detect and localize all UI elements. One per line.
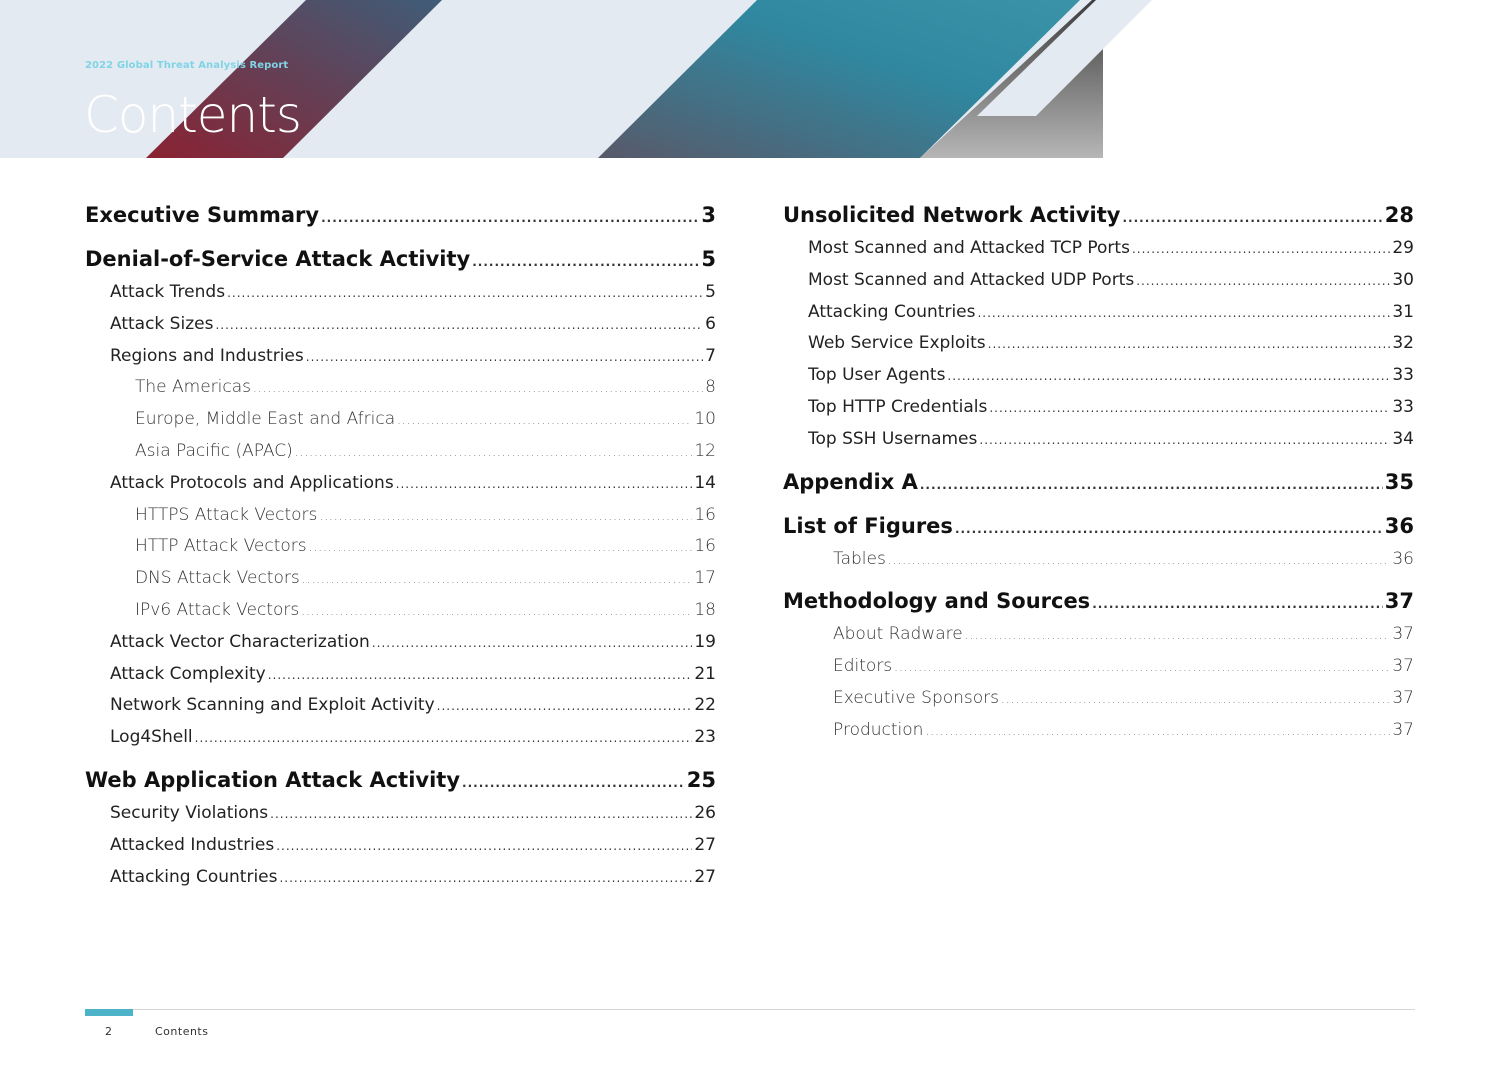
toc-entry-title: Attack Trends (110, 282, 226, 302)
toc-entry[interactable] (85, 722, 716, 754)
toc-entry[interactable] (783, 392, 1414, 424)
toc-entry-title: Web Service Exploits (808, 333, 986, 354)
toc-entry-page: 33 (1392, 396, 1414, 417)
toc-entry-title: Log4Shell (110, 727, 193, 748)
toc-entry-title: Most Scanned and Attacked UDP Ports (808, 269, 1135, 290)
toc-entry[interactable] (85, 862, 716, 894)
toc-dot-leader (472, 245, 699, 280)
toc-entry-page: 18 (694, 599, 716, 620)
toc-dot-leader (1001, 684, 1390, 716)
toc-entry-page: 37 (1392, 624, 1414, 645)
toc-entry[interactable] (85, 372, 716, 404)
toc-entry-page: 30 (1392, 269, 1414, 290)
toc-entry-title: Executive Sponsors (833, 687, 1000, 708)
toc-entry-title: Attack Complexity (110, 663, 266, 684)
footer-accent-bar (85, 1009, 133, 1016)
toc-entry-title: Attack Sizes (110, 313, 214, 334)
toc-entry[interactable] (85, 798, 716, 830)
toc-dot-leader (437, 691, 693, 723)
toc-entry-page: 6 (705, 313, 716, 334)
toc-entry-title: The Americas (135, 377, 252, 398)
toc-entry-page: 5 (705, 282, 716, 302)
toc-entry[interactable] (85, 690, 716, 722)
toc-entry[interactable] (85, 309, 716, 341)
toc-entry-title: HTTP Attack Vectors (135, 536, 307, 557)
toc-dot-leader (955, 512, 1383, 547)
toc-dot-leader (215, 310, 703, 342)
toc-entry-title: Web Application Attack Activity (85, 767, 461, 792)
toc-entry-page: 33 (1392, 365, 1414, 386)
toc-entry[interactable] (783, 424, 1414, 456)
toc-entry[interactable] (85, 627, 716, 659)
toc-entry[interactable] (783, 651, 1414, 683)
toc-entry-title: Regions and Industries (110, 345, 304, 366)
toc-entry-page: 36 (1392, 548, 1414, 569)
toc-entry-page: 3 (701, 203, 716, 227)
toc-entry-page: 22 (694, 695, 716, 716)
toc-entry[interactable] (783, 584, 1414, 619)
toc-entry[interactable] (85, 404, 716, 436)
toc-entry-title: Attack Protocols and Applications (110, 472, 394, 493)
toc-dot-leader (321, 201, 699, 236)
toc-entry[interactable] (783, 683, 1414, 715)
toc-entry-title: Attacked Industries (110, 834, 275, 855)
toc-dot-leader (462, 766, 685, 801)
toc-entry[interactable] (85, 830, 716, 862)
toc-entry-page: 5 (701, 247, 716, 271)
toc-dot-leader (965, 620, 1391, 652)
toc-dot-leader (397, 405, 692, 437)
toc-left-column (85, 198, 716, 893)
toc-dot-leader (253, 373, 703, 405)
toc-dot-leader (888, 545, 1391, 577)
toc-entry-title: List of Figures (783, 513, 953, 538)
toc-entry-page: 28 (1384, 203, 1414, 227)
toc-entry-title: Appendix A (783, 469, 918, 494)
toc-entry-title: Attacking Countries (110, 866, 278, 887)
toc-entry-title: Asia Pacific (APAC) (135, 440, 293, 461)
toc-dot-leader (977, 298, 1390, 330)
toc-dot-leader (309, 532, 693, 564)
toc-entry-page: 31 (1392, 301, 1414, 322)
toc-dot-leader (270, 799, 692, 831)
toc-entry-page: 29 (1392, 238, 1414, 258)
toc-entry[interactable] (783, 233, 1414, 265)
toc-dot-leader (372, 628, 693, 660)
toc-entry[interactable] (783, 619, 1414, 651)
toc-entry-page: 16 (694, 536, 716, 557)
toc-entry[interactable] (783, 297, 1414, 329)
toc-entry-page: 23 (694, 727, 716, 748)
toc-entry[interactable] (85, 531, 716, 563)
toc-entry-page: 27 (694, 834, 716, 855)
toc-entry[interactable] (783, 328, 1414, 360)
toc-dot-leader (1136, 266, 1390, 298)
toc-dot-leader (396, 469, 693, 501)
toc-entry[interactable] (783, 360, 1414, 392)
toc-entry[interactable] (783, 265, 1414, 297)
toc-entry-title: Network Scanning and Exploit Activity (110, 695, 435, 716)
toc-entry[interactable] (85, 468, 716, 500)
toc-entry-title: IPv6 Attack Vectors (135, 599, 300, 620)
toc-dot-leader (989, 393, 1390, 425)
toc-entry-title: Top SSH Usernames (808, 428, 978, 449)
toc-dot-leader (301, 596, 692, 628)
toc-entry-title: Security Violations (110, 802, 269, 823)
toc-entry[interactable] (783, 715, 1414, 747)
toc-entry-page: 19 (694, 631, 716, 652)
toc-dot-leader (920, 468, 1383, 503)
toc-entry-title: DNS Attack Vectors (135, 568, 300, 589)
toc-entry-title: Production (833, 719, 924, 740)
toc-entry[interactable] (783, 465, 1414, 500)
toc-entry-page: 37 (1392, 656, 1414, 677)
toc-dot-leader (925, 716, 1390, 748)
toc-entry[interactable] (85, 763, 716, 798)
toc-entry-page: 34 (1392, 428, 1414, 449)
toc-entry-title: Executive Summary (85, 203, 320, 227)
toc-entry-page: 26 (694, 802, 716, 823)
footer-page-number: 2 (105, 1025, 112, 1038)
report-label: 2022 Global Threat Analysis Report (85, 60, 289, 71)
toc-entry-title: Unsolicited Network Activity (783, 203, 1121, 227)
toc-entry-page: 10 (694, 409, 716, 430)
toc-entry[interactable] (85, 277, 716, 309)
toc-entry-title: Most Scanned and Attacked TCP Ports (808, 238, 1130, 258)
toc-entry[interactable] (85, 198, 716, 233)
toc-dot-leader (276, 831, 692, 863)
toc-dot-leader (295, 437, 693, 469)
toc-dot-leader (279, 863, 692, 895)
toc-entry-page: 17 (694, 568, 716, 589)
toc-dot-leader (306, 342, 703, 374)
toc-entry[interactable] (85, 242, 716, 277)
toc-dot-leader (894, 652, 1390, 684)
toc-entry-page: 37 (1392, 719, 1414, 740)
toc-entry[interactable] (85, 659, 716, 691)
toc-entry-page: 37 (1384, 589, 1414, 614)
toc-entry[interactable] (85, 341, 716, 373)
footer-divider (85, 1009, 1415, 1010)
toc-entry-page: 12 (694, 440, 716, 461)
toc-entry-page: 37 (1392, 687, 1414, 708)
toc-entry-title: Methodology and Sources (783, 589, 1091, 614)
toc-entry-title: Editors (833, 656, 893, 677)
toc-entry-page: 8 (705, 377, 716, 398)
toc-entry[interactable] (85, 563, 716, 595)
toc-entry-page: 14 (694, 472, 716, 493)
toc-entry[interactable] (85, 595, 716, 627)
toc-entry-page: 21 (694, 663, 716, 684)
toc-entry[interactable] (85, 500, 716, 532)
toc-entry-page: 27 (694, 866, 716, 887)
toc-entry-title: HTTPS Attack Vectors (135, 504, 318, 525)
toc-entry-title: Top HTTP Credentials (808, 396, 988, 417)
footer-section-label: Contents (155, 1025, 209, 1038)
toc-entry-page: 16 (694, 504, 716, 525)
toc-entry-title: Attack Vector Characterization (110, 631, 370, 652)
toc-dot-leader (988, 329, 1391, 361)
toc-right-column (783, 198, 1414, 747)
toc-dot-leader (1092, 587, 1383, 622)
toc-entry-title: Europe, Middle East and Africa (135, 409, 396, 430)
toc-entry[interactable] (783, 509, 1414, 544)
toc-entry-page: 25 (686, 767, 716, 792)
page-title: Contents (84, 86, 301, 144)
toc-dot-leader (1122, 201, 1382, 236)
toc-entry-title: Denial-of-Service Attack Activity (85, 247, 471, 271)
toc-dot-leader (947, 361, 1390, 393)
toc-entry-page: 7 (705, 345, 716, 366)
toc-dot-leader (227, 278, 703, 310)
toc-entry-title: About Radware (833, 624, 963, 645)
toc-dot-leader (1132, 234, 1390, 266)
toc-entry-page: 35 (1384, 469, 1414, 494)
header-banner (0, 0, 1500, 162)
toc-entry-page: 36 (1384, 513, 1414, 538)
toc-dot-leader (302, 564, 693, 596)
toc-dot-leader (268, 660, 693, 692)
toc-entry-title: Attacking Countries (808, 301, 976, 322)
toc-entry-title: Top User Agents (808, 365, 946, 386)
toc-dot-leader (195, 723, 693, 755)
toc-entry-title: Tables (833, 548, 886, 569)
toc-dot-leader (319, 501, 692, 533)
toc-entry[interactable] (783, 198, 1414, 233)
toc-entry[interactable] (783, 544, 1414, 576)
toc-dot-leader (979, 425, 1390, 457)
toc-entry[interactable] (85, 436, 716, 468)
toc-entry-page: 32 (1392, 333, 1414, 354)
